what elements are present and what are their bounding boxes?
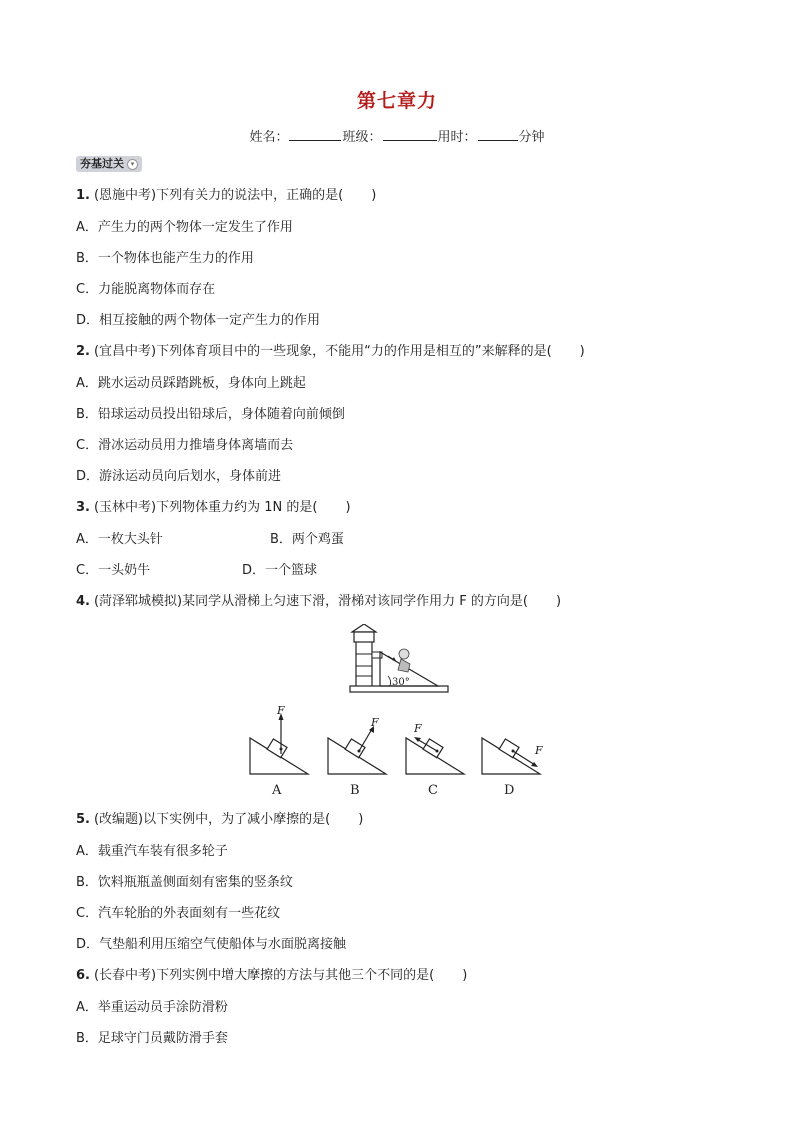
choice-c-diagram (406, 722, 464, 798)
slide-figure (346, 624, 450, 696)
option: B．饮料瓶瓶盖侧面刻有密集的竖条纹 (76, 875, 293, 890)
choice-label: B (350, 783, 360, 798)
section-badge (76, 156, 142, 172)
name-label: 姓名： (249, 130, 289, 145)
time-blank[interactable] (478, 128, 518, 141)
option: A．产生力的两个物体一定发生了作用 (76, 220, 293, 235)
option: D．游泳运动员向后划水，身体前进 (76, 469, 282, 484)
option: B．一个物体也能产生力的作用 (76, 251, 254, 266)
choice-label: D (504, 783, 515, 798)
option: B．铅球运动员投出铅球后，身体随着向前倾倒 (76, 407, 345, 422)
section-badge-label: 夯基过关 (80, 157, 124, 170)
time-label: 用时： (437, 130, 477, 145)
name-blank[interactable] (289, 128, 341, 141)
option: A．跳水运动员踩踏跳板，身体向上跳起 (76, 376, 306, 391)
child-head-icon (399, 649, 409, 659)
choice-label: C (428, 783, 438, 798)
option: D．相互接触的两个物体一定产生力的作用 (76, 313, 321, 328)
angle-label: 30° (392, 677, 410, 688)
force-label: F (414, 722, 422, 735)
option: C．滑冰运动员用力推墙身体离墙而去 (76, 438, 294, 453)
tower-top (354, 632, 374, 642)
question-5-stem: 5. (改编题)以下实例中，为了减小摩擦的是( ) (76, 812, 364, 827)
block (345, 739, 365, 758)
class-label: 班级： (342, 130, 382, 145)
option: A．举重运动员手涂防滑粉 (76, 1000, 228, 1015)
choice-a-diagram (250, 704, 308, 798)
option-row (76, 532, 476, 548)
option-row (76, 563, 476, 579)
question-2-stem: 2. (宜昌中考)下列体育项目中的一些现象，不能用“力的作用是相互的”来解释的是( ) (76, 344, 585, 359)
force-label: F (277, 704, 285, 717)
option: A．载重汽车装有很多轮子 (76, 844, 228, 859)
choice-d-diagram (482, 738, 543, 798)
tower-roof (352, 624, 376, 632)
option: B．两个鸡蛋 (270, 532, 344, 547)
choice-b-diagram (328, 716, 386, 798)
option: C．力能脱离物体而存在 (76, 282, 216, 297)
option: D．一个篮球 (242, 563, 318, 578)
class-blank[interactable] (383, 128, 437, 141)
question-4-stem: 4. (菏泽郓城模拟)某同学从滑梯上匀速下滑，滑梯对该同学作用力 F 的方向是( ) (76, 594, 562, 609)
force-label: F (535, 744, 543, 757)
question-1-stem: 1. (恩施中考)下列有关力的说法中，正确的是( ) (76, 188, 377, 203)
block (499, 739, 519, 758)
chevron-down-icon: ▾ (127, 159, 138, 170)
option: D．气垫船利用压缩空气使船体与水面脱离接触 (76, 937, 347, 952)
child-body-icon (398, 659, 410, 672)
choice-label: A (272, 783, 282, 798)
question-3-stem: 3. (玉林中考)下列物体重力约为 1N 的是( ) (76, 500, 351, 515)
block (267, 739, 287, 758)
force-label: F (371, 716, 379, 729)
question-6-stem: 6. (长春中考)下列实例中增大摩擦的方法与其他三个不同的是( ) (76, 968, 468, 983)
force-choices-figure (244, 702, 544, 802)
option: C．一头奶牛 (76, 563, 151, 578)
option: C．汽车轮胎的外表面刻有一些花纹 (76, 906, 281, 921)
page-title: 第七章力 (356, 90, 437, 112)
student-info-line (0, 126, 794, 145)
option: A．一枚大头针 (76, 532, 163, 547)
option: B．足球守门员戴防滑手套 (76, 1031, 228, 1046)
minute-label: 分钟 (518, 130, 545, 145)
